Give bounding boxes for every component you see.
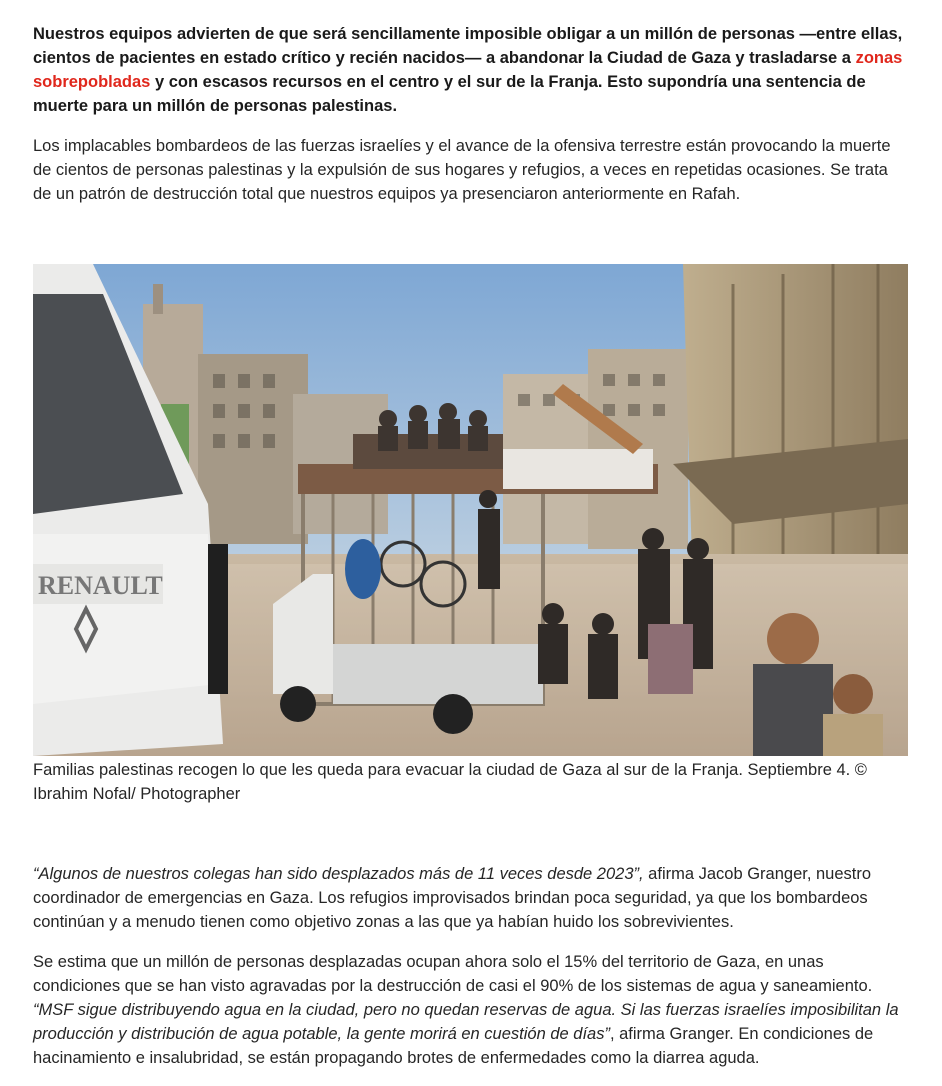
body-paragraph-bombardments: Los implacables bombardeos de las fuerzas israelíes y el avance de la ofensiva terrestre están provocando la muerte de cientos de personas palestinas y la expulsión de sus hogares y refugios, a veces en repetidas ocasiones. Se trata de un patrón de destrucción total que nuestros equipos ya presenciaron anteriormente en Rafah.	[33, 137, 891, 203]
lead-paragraph	[33, 22, 908, 118]
photo-caption: Familias palestinas recogen lo que les queda para evacuar la ciudad de Gaza al sur de la Franja. Septiembre 4. © Ibrahim Nofal/ Photographer	[33, 761, 867, 803]
msf-water-quote: “MSF sigue distribuyendo agua en la ciudad, pero no quedan reservas de agua. Si las fuerzas israelíes imposibilitan la producción y distribución de agua potable, la gente morirá en cuestión de días”	[33, 1001, 899, 1043]
paragraph4-text-end: , afirma Granger. En condiciones de hacinamiento e insalubridad, se están propagando brotes de enfermedades como la diarrea aguda.	[33, 1025, 874, 1067]
granger-quote: “Algunos de nuestros colegas han sido desplazados más de 11 veces desde 2023”,	[33, 865, 644, 883]
article-figure	[33, 264, 908, 806]
article-body	[33, 22, 908, 1070]
overpopulated-zones-link[interactable]: zonas sobrepobladas	[33, 49, 903, 91]
paragraph3-text: afirma Jacob Granger, nuestro coordinador de emergencias en Gaza. Los refugios improvisados brindan poca seguridad, ya que los bombardeos continúan y a menudo tienen como objetivo zonas a las que ya habían huido los sobrevivientes.	[33, 865, 872, 931]
body-paragraph-water	[33, 950, 908, 1070]
body-paragraph-displaced	[33, 862, 908, 934]
lead-text-start: Nuestros equipos advierten de que será sencillamente imposible obligar a un millón de personas —entre ellas, cientos de pacientes en estado crítico y recién nacidos— a abandonar la Ciudad de Gaza y trasladarse a	[33, 25, 903, 67]
renault-logo-text: RENAULT	[38, 571, 163, 600]
evacuation-photo	[33, 264, 908, 756]
paragraph4-text-start: Se estima que un millón de personas desplazadas ocupan ahora solo el 15% del territorio de Gaza, en unas condiciones que se han visto agravadas por la destrucción de casi el 90% de los sistemas de agua y saneamiento.	[33, 953, 873, 995]
lead-text-end: y con escasos recursos en el centro y el sur de la Franja. Esto supondría una sentencia de muerte para un millón de personas palestinas.	[33, 73, 866, 115]
